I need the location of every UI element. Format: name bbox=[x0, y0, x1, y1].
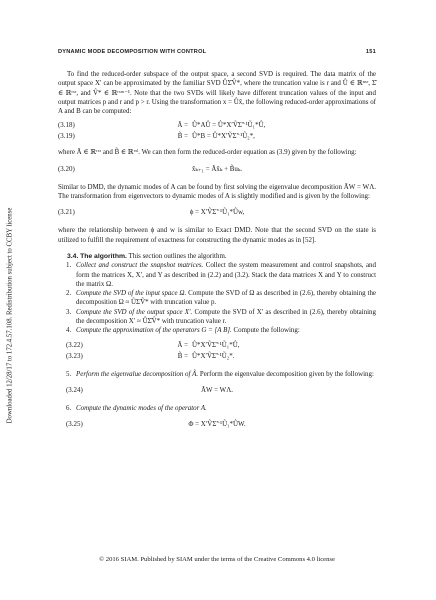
step-marker: 6. bbox=[66, 403, 72, 412]
equation-number: (3.21) bbox=[58, 208, 75, 217]
equation-lhs: B̃ = bbox=[177, 351, 188, 360]
running-header-title: DYNAMIC MODE DECOMPOSITION WITH CONTROL bbox=[58, 49, 207, 55]
equation-number: (3.23) bbox=[66, 351, 83, 360]
page-number: 151 bbox=[365, 49, 376, 55]
step-marker: 1. bbox=[66, 261, 72, 270]
equation-rhs: Û*X′ṼΣ̃⁻¹Ũ₂*. bbox=[192, 351, 235, 360]
step-lead: Compute the dynamic modes of the operator A. bbox=[76, 403, 207, 412]
step-marker: 4. bbox=[66, 326, 72, 335]
algorithm-step bbox=[58, 404, 376, 413]
equation-lhs: Ã = bbox=[177, 340, 188, 349]
section-title: The algorithm. bbox=[80, 252, 127, 260]
equation-3-21 bbox=[58, 208, 376, 219]
equation-lhs: B̃ = bbox=[177, 132, 188, 141]
equation-3-24 bbox=[58, 386, 376, 397]
algorithm-step bbox=[58, 326, 376, 335]
paragraph-reduced-order: where Ã ∈ ℝʳˣʳ and B̃ ∈ ℝʳˣˡ. We can then form the reduced-order equation as (3.9) given by the following: bbox=[58, 148, 357, 157]
step-lead: Perform the eigenvalue decomposition of Ã. bbox=[76, 369, 199, 378]
equation-number: (3.22) bbox=[66, 340, 83, 349]
step-marker: 2. bbox=[66, 289, 72, 298]
step-lead: Collect and construct the snapshot matrices. bbox=[76, 261, 204, 270]
page-body bbox=[58, 70, 376, 431]
equation-number: (3.19) bbox=[58, 132, 75, 141]
equation-number: (3.25) bbox=[66, 420, 83, 429]
equation-body: x̃ₖ₊₁ = Ãx̃ₖ + B̃uₖ. bbox=[191, 164, 243, 173]
paragraph-exactness: where the relationship between ϕ and w is similar to Exact DMD. Note that the second SVD on the state is utilized to fulfill the requirement of exactness for constructing the dynamic modes as in [52]. bbox=[58, 226, 376, 244]
equation-3-20 bbox=[58, 165, 376, 176]
paragraph-svd-output: To find the reduced-order subspace of the output space, a second SVD is required. The data matrix of the output space X′ can be approximated by the familiar SVD ÛΣ̂V̂*, where the truncation value is r and Û ∈ ℝⁿˣʳ, Σ̂ ∈ ℝʳˣʳ, and V̂* ∈ ℝʳˣᵐ⁻¹. Note that the two SVDs will likely have different truncation values of the input and output matrices p and r and p > r. Using the transformation x = Ûx̃, the following reduced-order approximations of A and B can be computed: bbox=[58, 70, 376, 116]
running-header bbox=[58, 49, 376, 55]
equation-3-23 bbox=[58, 352, 376, 363]
equation-3-19 bbox=[58, 132, 376, 143]
section-number: 3.4. bbox=[67, 252, 79, 260]
equation-rhs: Û*X′ṼΣ̃⁻¹Ũ₁*Û, bbox=[192, 340, 240, 349]
equation-number: (3.20) bbox=[58, 164, 75, 173]
algorithm-steps-final bbox=[58, 404, 376, 413]
paragraph-dynamic-modes: Similar to DMD, the dynamic modes of A can be found by first solving the eigenvalue decomposition ÃW = WΛ. The transformation from eigenvectors to dynamic modes of A is slightly modified and is given by the following: bbox=[58, 182, 376, 201]
equation-3-18 bbox=[58, 121, 376, 132]
step-lead: Compute the SVD of the input space Ω. bbox=[76, 289, 187, 298]
equation-rhs: Û*B = Û*X′ṼΣ̃⁻¹Ũ₂*, bbox=[192, 132, 255, 141]
step-text: Compute the SVD of X′ as described in (2.6), thereby obtaining the decomposition X′ ≈ ÛΣ̂V̂* with truncation value r. bbox=[76, 307, 376, 326]
equation-3-22 bbox=[58, 341, 376, 352]
equation-number: (3.24) bbox=[66, 385, 83, 394]
algorithm-step bbox=[58, 308, 376, 327]
section-intro: This section outlines the algorithm. bbox=[126, 251, 227, 260]
algorithm-step bbox=[58, 261, 376, 289]
step-text: Perform the eigenvalue decomposition given by the following: bbox=[198, 369, 374, 378]
equation-lhs: Ã = bbox=[177, 121, 188, 130]
license-footer: © 2016 SIAM. Published by SIAM under the terms of the Creative Commons 4.0 license bbox=[99, 556, 335, 563]
download-stamp-text: Downloaded 12/28/17 to 172.4.57.108. Redistribution subject to CCBY license bbox=[6, 207, 14, 424]
equation-rhs: Û*AÛ = Û*X′ṼΣ̃⁻¹Ũ₁*Û, bbox=[192, 121, 266, 130]
download-stamp bbox=[3, 118, 17, 513]
equation-3-25 bbox=[58, 420, 376, 431]
equation-number: (3.18) bbox=[58, 121, 75, 130]
equation-body: Φ = X′ṼΣ̃⁻¹Ũ₁*ÛW. bbox=[188, 420, 246, 429]
step-text: Compute the SVD of Ω as described in (2.6), thereby obtaining the decomposition Ω ≈ ŨΣ̃Ṽ* with truncation value p. bbox=[76, 289, 376, 307]
step-text: Compute the following: bbox=[231, 326, 300, 335]
step-lead: Compute the SVD of the output space X′. bbox=[76, 307, 193, 316]
algorithm-step bbox=[58, 370, 376, 379]
section-heading-algorithm bbox=[58, 252, 376, 261]
algorithm-steps-continued bbox=[58, 370, 376, 379]
equation-body: ϕ = X′ṼΣ̃⁻¹Ũ₁*Ûw, bbox=[189, 208, 245, 217]
step-marker: 5. bbox=[66, 369, 72, 378]
equation-body: ÃW = WΛ. bbox=[200, 385, 233, 394]
step-lead: Compute the approximation of the operators G = [A B]. bbox=[76, 326, 232, 335]
step-marker: 3. bbox=[66, 307, 72, 316]
step-text: Collect the system measurement and control snapshots, and form the matrices X, X′, and Υ as described in (2.2) and (3.2). Stack the data matrices X and Υ to construct the matrix Ω. bbox=[76, 261, 376, 288]
algorithm-step bbox=[58, 289, 376, 308]
algorithm-steps bbox=[58, 261, 376, 335]
